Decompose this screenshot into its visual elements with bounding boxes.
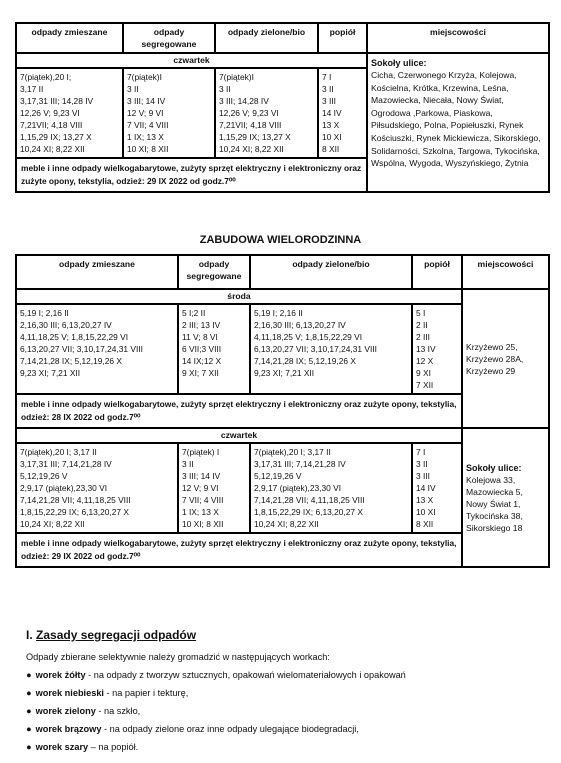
- schedule-table-1: [15, 22, 548, 193]
- list-item: ● worek zielony - na szkło,: [26, 706, 141, 716]
- ash-dates: 7 I 3 II 3 III 14 IV 13 X 10 XI 8 XII: [318, 68, 367, 158]
- bullet-icon: ●: [26, 688, 32, 698]
- places-title: Sokoły ulice:: [466, 462, 522, 473]
- places-list: Kolejowa 33, Mazowiecka 5, Nowy Świat 1, Tykocińska 38, Sikorskiego 18: [466, 474, 523, 533]
- section-heading: ZABUDOWA WIELORODZINNA: [199, 234, 362, 246]
- bullet-icon: ●: [26, 724, 32, 734]
- header-ash: popiół: [318, 23, 367, 53]
- header-green: odpady zielone/bio: [215, 23, 318, 53]
- mixed-dates: 7(piątek),20 I; 3,17 II 3,17,31 III; 7,14,21,28 IV 5,12,19,26 V 2,9,17 (piątek),23,30 VI 7,14,21,28 VII; 4,11,18,25 VIII 1,8,15,22,29 IX; 6,13,20,27 X 10,24 XI; 8,22 XII: [16, 443, 178, 533]
- bulky-waste-note: meble i inne odpady wielkogabarytowe, zużyty sprzęt elektryczny i elektroniczny oraz zużyte opony, tekstylia, odzież: 29 IX 2022 od godz.7⁰⁰: [16, 533, 462, 567]
- green-dates: 7(piątek)I 3 II 3 III; 14,28 IV 12,26 V; 9,23 VI 7,21VII; 4,18 VIII 1,15,29 IX; 13,27 X 10,24 XI; 8,22 XII: [215, 68, 318, 158]
- places-cell: [462, 289, 549, 428]
- list-item: ● worek szary – na popiół.: [26, 742, 139, 752]
- bulky-waste-note: meble i inne odpady wielkogabarytowe, zużyty sprzęt elektryczny i elektroniczny oraz zużyte opony, tekstylia, odzież: 29 IX 2022 od godz.7⁰⁰: [16, 158, 367, 192]
- mixed-dates: 5,19 I; 2,16 II 2,16,30 III; 6,13,20,27 IV 4,11,18,25 V; 1,8,15,22,29 VI 6,13,20,27 VII; 3,10,17,24,31 VIII 7,14,21,28 IX; 5,12,19,26 X 9,23 XI; 7,21 XII: [16, 304, 178, 394]
- schedule-table-2: [15, 254, 548, 568]
- places-cell: [367, 53, 549, 192]
- header-segregated: odpady segregowane: [178, 255, 250, 289]
- rules-title-number: I.: [26, 628, 33, 642]
- ash-dates: 5 I 2 II 2 III 13 IV 12 X 9 XI 7 XII: [412, 304, 462, 394]
- header-ash: popiół: [412, 255, 462, 289]
- bulky-waste-note: meble i inne odpady wielkogabarytowe, zużyty sprzęt elektryczny i elektroniczny oraz zużyte opony, tekstylia, odzież: 28 IX 2022 od godz.7⁰⁰: [16, 394, 462, 428]
- header-places: miejscowości: [367, 23, 549, 53]
- rules-intro: Odpady zbierane selektywnie należy gromadzić w następujących workach:: [26, 652, 330, 662]
- rules-list: [26, 648, 406, 756]
- bullet-icon: ●: [26, 670, 32, 680]
- places-cell: [462, 428, 549, 567]
- rules-title: [26, 628, 196, 642]
- places-title: Sokoły ulice:: [371, 58, 427, 68]
- list-item: ● worek brązowy - na odpady zielone oraz inne odpady ulegające biodegradacji,: [26, 724, 359, 734]
- day-label: środa: [16, 289, 462, 304]
- segregated-dates: 7(piątek)I 3 II 3 III; 14 IV 12 V; 9 VI 7 VII; 4 VIII 1 IX; 13 X 10 XI; 8 XII: [123, 68, 215, 158]
- ash-dates: 7 I 3 II 3 III 14 IV 13 X 10 XI 8 XII: [412, 443, 462, 533]
- segregated-dates: 5 I;2 II 2 III; 13 IV 11 V; 8 VI 6 VII;3 VIII 14 IX;12 X 9 XI; 7 XII: [178, 304, 250, 394]
- header-green: odpady zielone/bio: [250, 255, 412, 289]
- day-label: czwartek: [16, 53, 367, 68]
- mixed-dates: 7(piątek),20 I; 3,17 II 3,17,31 III; 14,28 IV 12,26 V; 9,23 VI 7,21VII; 4,18 VIII 1,15,29 IX; 13,27 X 10,24 XI; 8,22 XII: [16, 68, 123, 158]
- bullet-icon: ●: [26, 706, 32, 716]
- header-places: miejscowości: [462, 255, 549, 289]
- segregated-dates: 7(piątek) I 3 II 3 III; 14 IV 12 V; 9 VI 7 VII; 4 VIII 1 IX; 13 X 10 XI; 8 XII: [178, 443, 250, 533]
- rules-title-text: Zasady segregacji odpadów: [36, 628, 197, 642]
- green-dates: 5,19 I; 2,16 II 2,16,30 III; 6,13,20,27 IV 4,11,18,25 V; 1,8,15,22,29 VI 6,13,20,27 VII; 3,10,17,24,31 VIII 7,14,21,28 IX; 5,12,19,26 X 9,23 XI; 7,21 XII: [250, 304, 412, 394]
- green-dates: 7(piątek),20 I; 3,17 II 3,17,31 III; 7,14,21,28 IV 5,12,19,26 V 2,9,17 (piątek),23,30 VI 7,14,21,28 VII; 4,11,18,25 VIII 1,8,15,22,29 IX; 6,13,20,27 X 10,24 XI; 8,22 XII: [250, 443, 412, 533]
- header-segregated: odpady segregowane: [123, 23, 215, 53]
- day-label: czwartek: [16, 428, 462, 443]
- header-mixed: odpady zmieszane: [16, 23, 123, 53]
- list-item: ● worek żółty - na odpady z tworzyw sztucznych, opakowań wielomateriałowych i opakowań: [26, 670, 406, 680]
- places-list: Krzyżewo 25, Krzyżewo 28A, Krzyżewo 29: [466, 341, 524, 376]
- header-mixed: odpady zmieszane: [16, 255, 178, 289]
- list-item: ● worek niebieski - na papier i tekturę,: [26, 688, 189, 698]
- places-list: Cicha, Czerwonego Krzyża, Kolejowa, Kościelna, Krótka, Krzewina, Leśna, Mazowiecka, Niecała, Nowy Świat, Ogrodowa ,Parkowa, Piaskowa, Piłsudskiego, Polna, Popiełuszki, Rynek Kościuszki, Rynek Mickiewicza, Sikorskiego, Solidarności, Szkolna, Targowa, Tykocińska, Wspólna, Wygoda, Wyszyńskiego, Żytnia: [371, 70, 541, 169]
- bullet-icon: ●: [26, 742, 32, 752]
